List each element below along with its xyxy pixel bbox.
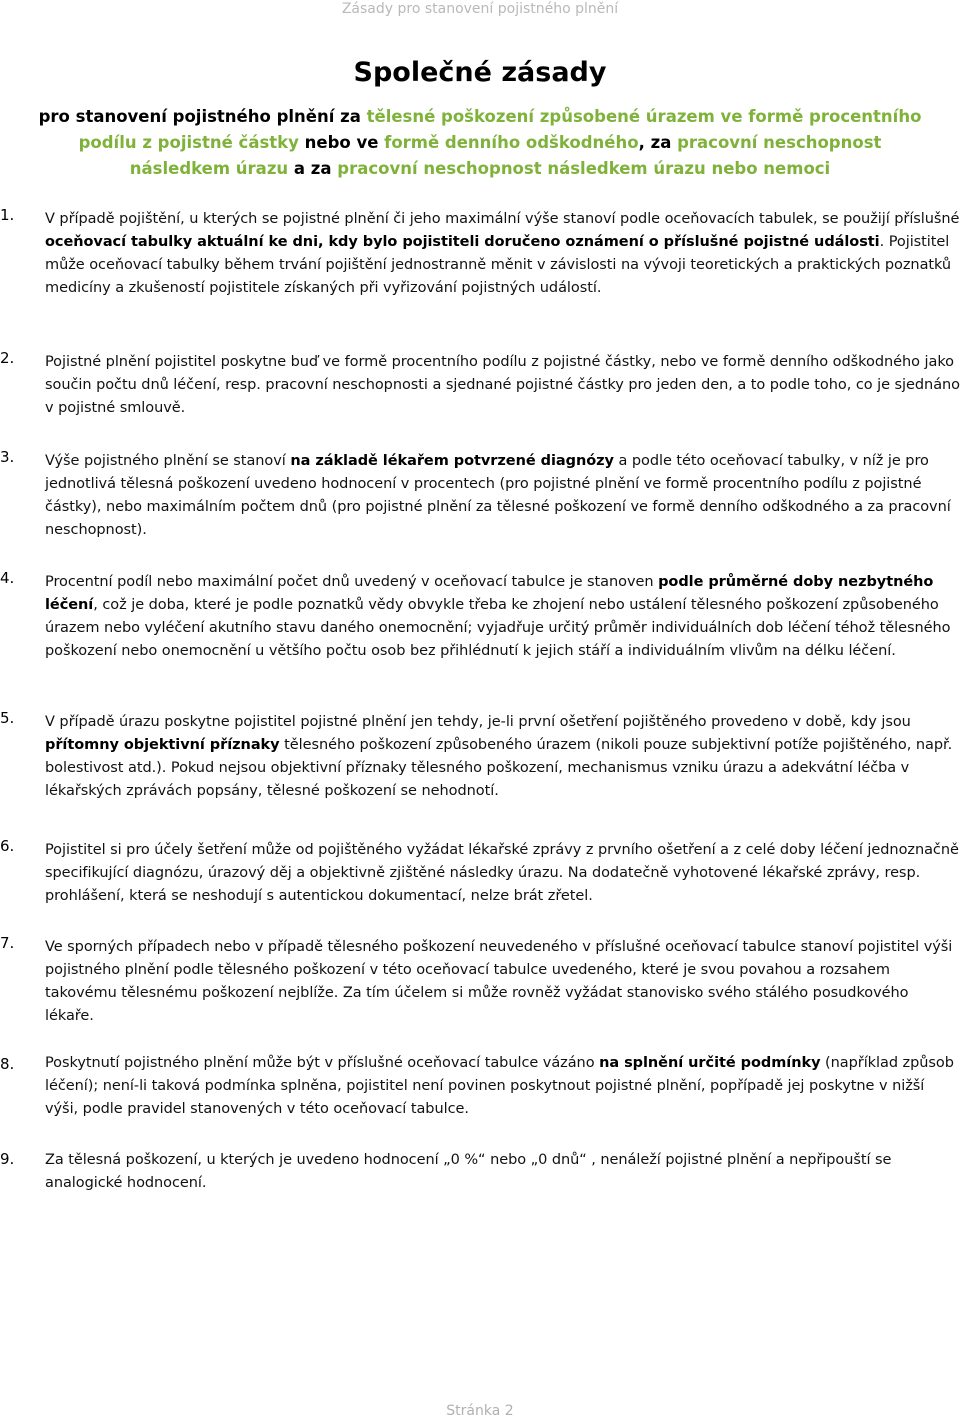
subtitle-highlight: pracovní neschopnost následkem úrazu (129, 133, 882, 178)
subtitle-part: pro stanovení pojistného plnění za (38, 107, 367, 126)
list-item-number: 7. (0, 934, 15, 952)
list-item-text (45, 351, 960, 420)
list-item-text (45, 711, 960, 803)
subtitle-part: a za (288, 159, 338, 178)
list-item-number: 2. (0, 349, 15, 367)
list-item-number: 4. (0, 569, 15, 587)
text-run: Procentní podíl nebo maximální počet dnů uvedený v oceňovací tabulce je stanoven (45, 574, 659, 590)
list-item-text (45, 839, 960, 908)
bold-run: přítomny objektivní příznaky (45, 737, 280, 753)
list-item-number: 9. (0, 1150, 15, 1168)
text-run: V případě pojištění, u kterých se pojistné plnění či jeho maximální výše stanoví podle oceňovacích tabulek, se použijí příslušné (45, 211, 960, 227)
subtitle-part: nebo ve (298, 133, 385, 152)
list-item-text (45, 1149, 960, 1195)
subtitle-highlight: formě denního odškodného (384, 133, 639, 152)
subtitle-highlight: pracovní neschopnost následkem úrazu nebo nemoci (337, 159, 831, 178)
text-run: Poskytnutí pojistného plnění může být v příslušné oceňovací tabulce vázáno (45, 1055, 600, 1071)
bold-run: na základě lékařem potvrzené diagnózy (290, 453, 614, 469)
text-run: Pojistitel si pro účely šetření může od pojištěného vyžádat lékařské zprávy z prvního ošetření a z celé doby léčení jednoznačně specifikující diagnózu, úrazový děj a objektivně zjištěné následky úrazu. Na dodatečně vyhotovené lékařské zprávy, resp. prohlášení, která se neshodují s autentickou dokumentací, nelze brát zřetel. (45, 842, 959, 904)
list-item-text (45, 571, 960, 663)
running-header: Zásady pro stanovení pojistného plnění (341, 1, 619, 17)
text-run: tělesného poškození způsobeného úrazem (nikoli pouze subjektivní potíže pojištěného, např. bolestivost atd.). Pokud nejsou objektivní příznaky tělesného poškození, mechanismus vzniku úrazu a adekvátní léčba v lékařských zprávách popsány, tělesné poškození se nehodnotí. (45, 737, 953, 799)
page-title: Společné zásady (353, 57, 607, 88)
list-item-number: 3. (0, 448, 15, 466)
bold-run: podle průměrné doby nezbytného léčení (45, 574, 934, 613)
list-item-text (45, 208, 960, 300)
list-item-text (45, 1052, 960, 1121)
text-run: (například způsob léčení); není-li taková podmínka splněna, pojistitel není povinen poskytnout pojistné plnění, popřípadě jej poskytne v nižší výši, podle pravidel stanovených v této oceňovací tabulce. (45, 1055, 954, 1117)
list-item-number: 5. (0, 709, 15, 727)
list-item-number: 8. (0, 1055, 15, 1073)
text-run: , což je doba, které je podle poznatků vědy obvykle třeba ke zhojení nebo ustálení tělesného poškození způsobeného úrazem nebo vyléčení akutního stavu daného onemocnění; vyjadřuje určitý průměr individuálních dob léčení téhož tělesného poškození nebo onemocnění u většího počtu osob bez přihlédnutí k jejich stáří a individuálním vlivům na délku léčení. (45, 597, 951, 659)
text-run: . Pojistitel může oceňovací tabulky během trvání pojištění jednostranně měnit v závislosti na vývoji teoretických a praktických poznatků medicíny a zkušeností pojistitele získaných při vyřizování pojistných událostí. (45, 234, 952, 296)
text-run: Pojistné plnění pojistitel poskytne buď ve formě procentního podílu z pojistné částky, nebo ve formě denního odškodného jako součin počtu dnů léčení, resp. pracovní neschopnosti a sjednané pojistné částky pro jeden den, a to podle toho, co je sjednáno v pojistné smlouvě. (45, 354, 960, 416)
text-run: Za tělesná poškození, u kterých je uvedeno hodnocení „0 %“ nebo „0 dnů“ , nenáleží pojistné plnění a nepřipouští se analogické hodnocení. (45, 1152, 892, 1191)
subtitle-part: , za (638, 133, 678, 152)
list-item-text (45, 450, 960, 542)
page-subtitle (30, 104, 930, 182)
page-number: Stránka 2 (446, 1403, 514, 1419)
list-item-number: 6. (0, 837, 15, 855)
list-item-number: 1. (0, 206, 15, 224)
subtitle-highlight: tělesné poškození způsobené úrazem ve formě procentního podílu z pojistné částky (78, 107, 922, 152)
bold-run: na splnění určité podmínky (599, 1055, 821, 1071)
text-run: a podle této oceňovací tabulky, v níž je pro jednotlivá tělesná poškození uvedeno hodnocení v procentech (pro pojistné plnění ve formě procentního podílu z pojistné částky), nebo maximálním počtem dnů (pro pojistné plnění za tělesné poškození ve formě denního odškodného a za pracovní neschopnost). (45, 453, 951, 538)
list-item-text (45, 936, 960, 1028)
text-run: V případě úrazu poskytne pojistitel pojistné plnění jen tehdy, je-li první ošetření pojištěného provedeno v době, kdy jsou (45, 714, 911, 730)
bold-run: oceňovací tabulky aktuální ke dni, kdy bylo pojistiteli doručeno oznámení o příslušné pojistné události (45, 234, 880, 250)
text-run: Ve sporných případech nebo v případě tělesného poškození neuvedeného v příslušné oceňovací tabulce stanoví pojistitel výši pojistného plnění podle tělesného poškození v této oceňovací tabulce uvedeného, které je svou povahou a rozsahem takovému tělesnému poškození nejblíže. Za tím účelem si může rovněž vyžádat stanovisko svého stálého posudkového lékaře. (45, 939, 953, 1024)
text-run: Výše pojistného plnění se stanoví (45, 453, 291, 469)
